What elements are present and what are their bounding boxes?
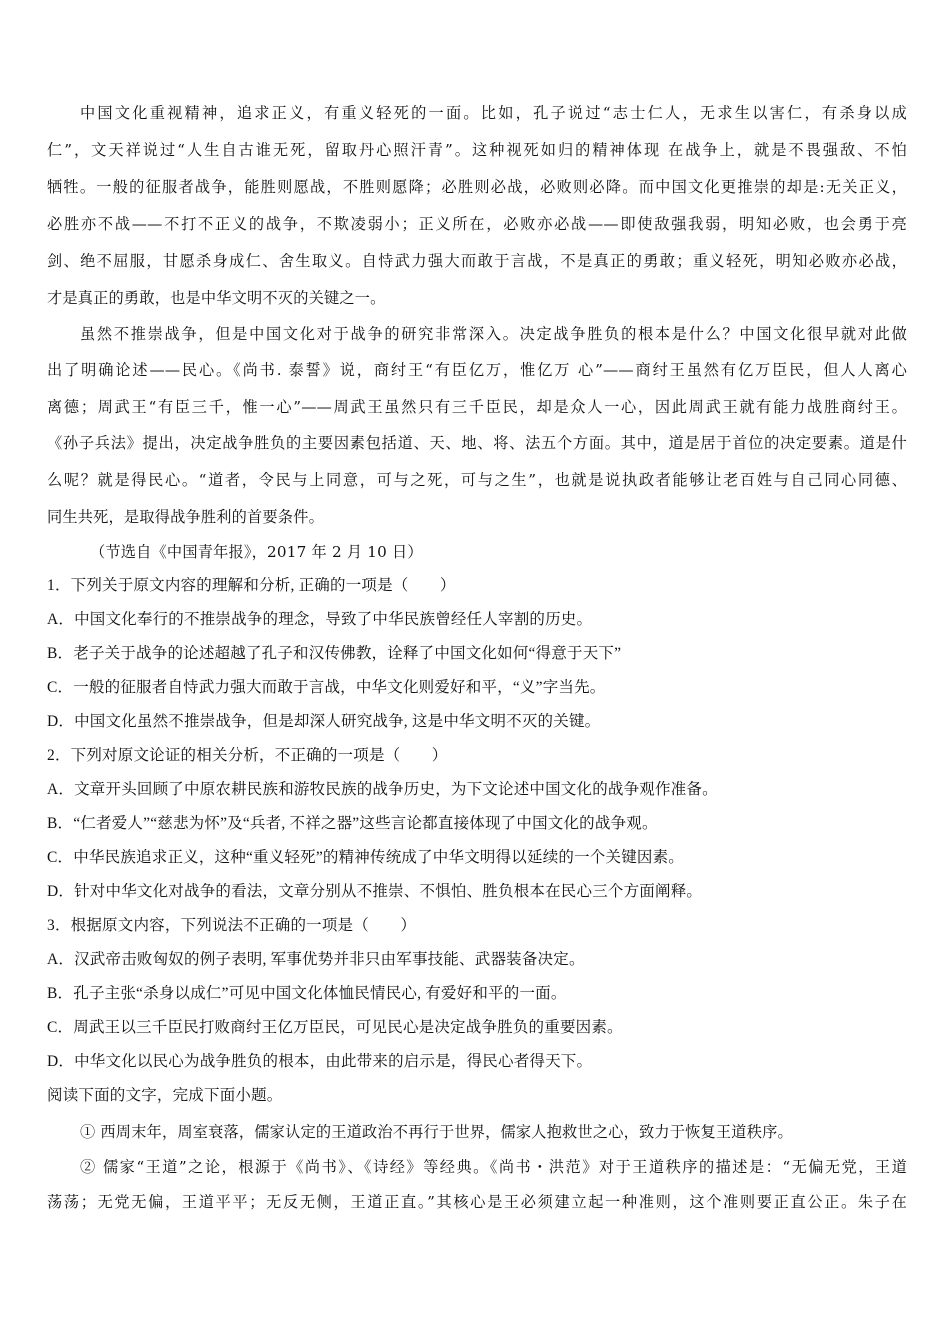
passage1-p2-line-5: 么呢？就是得民心。“道者，令民与上同意，可与之死，可与之生”，也就是说执政者能够让老百姓与自己同心同德、: [47, 471, 907, 489]
passage1-p2-line-2: 出了明确论述——民心。《尚书. 泰誓》说，商纣王“有臣亿万，惟亿万 心”——商纣王虽然有亿万臣民，但人人离心: [47, 361, 907, 379]
question-3-option-b: B．孔子主张“杀身以成仁”可见中国文化体恤民情民心, 有爱好和平的一面。: [47, 985, 567, 1002]
source-citation: （节选自《中国青年报》，2017 年 2 月 10 日）: [90, 543, 423, 561]
passage1-p2-line-1: 虽然不推崇战争，但是中国文化对于战争的研究非常深入。决定战争胜负的根本是什么？中国文化很早就对此做: [80, 325, 907, 343]
question-1-option-a: A．中国文化奉行的不推崇战争的理念，导致了中华民族曾经任人宰割的历史。: [47, 611, 593, 628]
question-1-option-b: B．老子关于战争的论述超越了孔子和汉传佛教，诠释了中国文化如何“得意于天下”: [47, 645, 622, 662]
question-2-option-a: A．文章开头回顾了中原农耕民族和游牧民族的战争历史，为下文论述中国文化的战争观作准备。: [47, 781, 718, 798]
passage2-p2-line-2: 荡荡；无党无偏，王道平平；无反无侧，王道正直。”其核心是王必须建立起一种准则，这个准则要正直公正。朱子在: [47, 1193, 907, 1211]
passage1-p2-line-3: 离德；周武王“有臣三千，惟一心”——周武王虽然只有三千臣民，却是众人一心，因此周武王就有能力战胜商纣王。: [47, 398, 907, 416]
passage1-p1-line-2: 仁”，文天祥说过“人生自古谁无死，留取丹心照汗青”。这种视死如归的精神体现 在战争上，就是不畏强敌、不怕: [47, 141, 907, 159]
question-2-option-b: B．“仁者爱人”“慈悲为怀”及“兵者, 不祥之器”这些言论都直接体现了中国文化的战争观。: [47, 815, 658, 832]
question-1-stem: 1．下列关于原文内容的理解和分析, 正确的一项是（ ）: [47, 577, 456, 594]
passage1-p2-line-4: 《孙子兵法》提出，决定战争胜负的主要因素包括道、天、地、将、法五个方面。其中，道是居于首位的决定要素。道是什: [47, 434, 907, 452]
question-3-option-c: C．周武王以三千臣民打败商纣王亿万臣民，可见民心是决定战争胜负的重要因素。: [47, 1019, 623, 1036]
passage1-p1-line-5: 剑、绝不屈服，甘愿杀身成仁、舍生取义。自恃武力强大而敢于言战，不是真正的勇敢；重义轻死，明知必败亦必战，: [47, 252, 907, 270]
passage2-p2-line-1: ② 儒家“王道”之论，根源于《尚书》、《诗经》等经典。《尚书・洪范》对于王道秩序的描述是：“无偏无党，王道: [80, 1158, 907, 1176]
question-1-option-c: C．一般的征服者自恃武力强大而敢于言战，中华文化则爱好和平，“义”字当先。: [47, 679, 606, 696]
question-1-option-d: D．中国文化虽然不推崇战争，但是却深人研究战争, 这是中华文明不灭的关键。: [47, 713, 601, 730]
question-3-option-a: A．汉武帝击败匈奴的例子表明, 军事优势并非只由军事技能、武器装备决定。: [47, 951, 585, 968]
passage2-p1: ① 西周末年，周室衰落，儒家认定的王道政治不再行于世界，儒家人抱救世之心，致力于恢复王道秩序。: [80, 1123, 793, 1141]
question-2-option-c: C．中华民族追求正义，这种“重义轻死”的精神传统成了中华文明得以延续的一个关键因素。: [47, 849, 685, 866]
passage1-p1-line-6: 才是真正的勇敢，也是中华文明不灭的关键之一。: [47, 289, 386, 307]
passage2-intro: 阅读下面的文字，完成下面小题。: [47, 1087, 283, 1104]
passage1-p1-line-1: 中国文化重视精神，追求正义，有重义轻死的一面。比如，孔子说过“志士仁人，无求生以害仁，有杀身以成: [80, 104, 907, 122]
question-2-option-d: D．针对中华文化对战争的看法，文章分别从不推崇、不惧怕、胜负根本在民心三个方面阐释。: [47, 883, 703, 900]
passage1-p2-line-6: 同生共死，是取得战争胜利的首要条件。: [47, 508, 324, 526]
question-2-stem: 2．下列对原文论证的相关分析，不正确的一项是（ ）: [47, 747, 448, 764]
question-3-option-d: D．中华文化以民心为战争胜负的根本，由此带来的启示是，得民心者得天下。: [47, 1053, 593, 1070]
passage1-p1-line-4: 必胜亦不战——不打不正义的战争，不欺凌弱小；正义所在，必败亦必战——即使敌强我弱，明知必败，也会勇于亮: [47, 215, 907, 233]
question-3-stem: 3．根据原文内容，下列说法不正确的一项是（ ）: [47, 917, 417, 934]
passage1-p1-line-3: 牺牲。一般的征服者战争，能胜则愿战，不胜则愿降；必胜则必战，必败则必降。而中国文化更推崇的却是:无关正义，: [47, 178, 907, 196]
